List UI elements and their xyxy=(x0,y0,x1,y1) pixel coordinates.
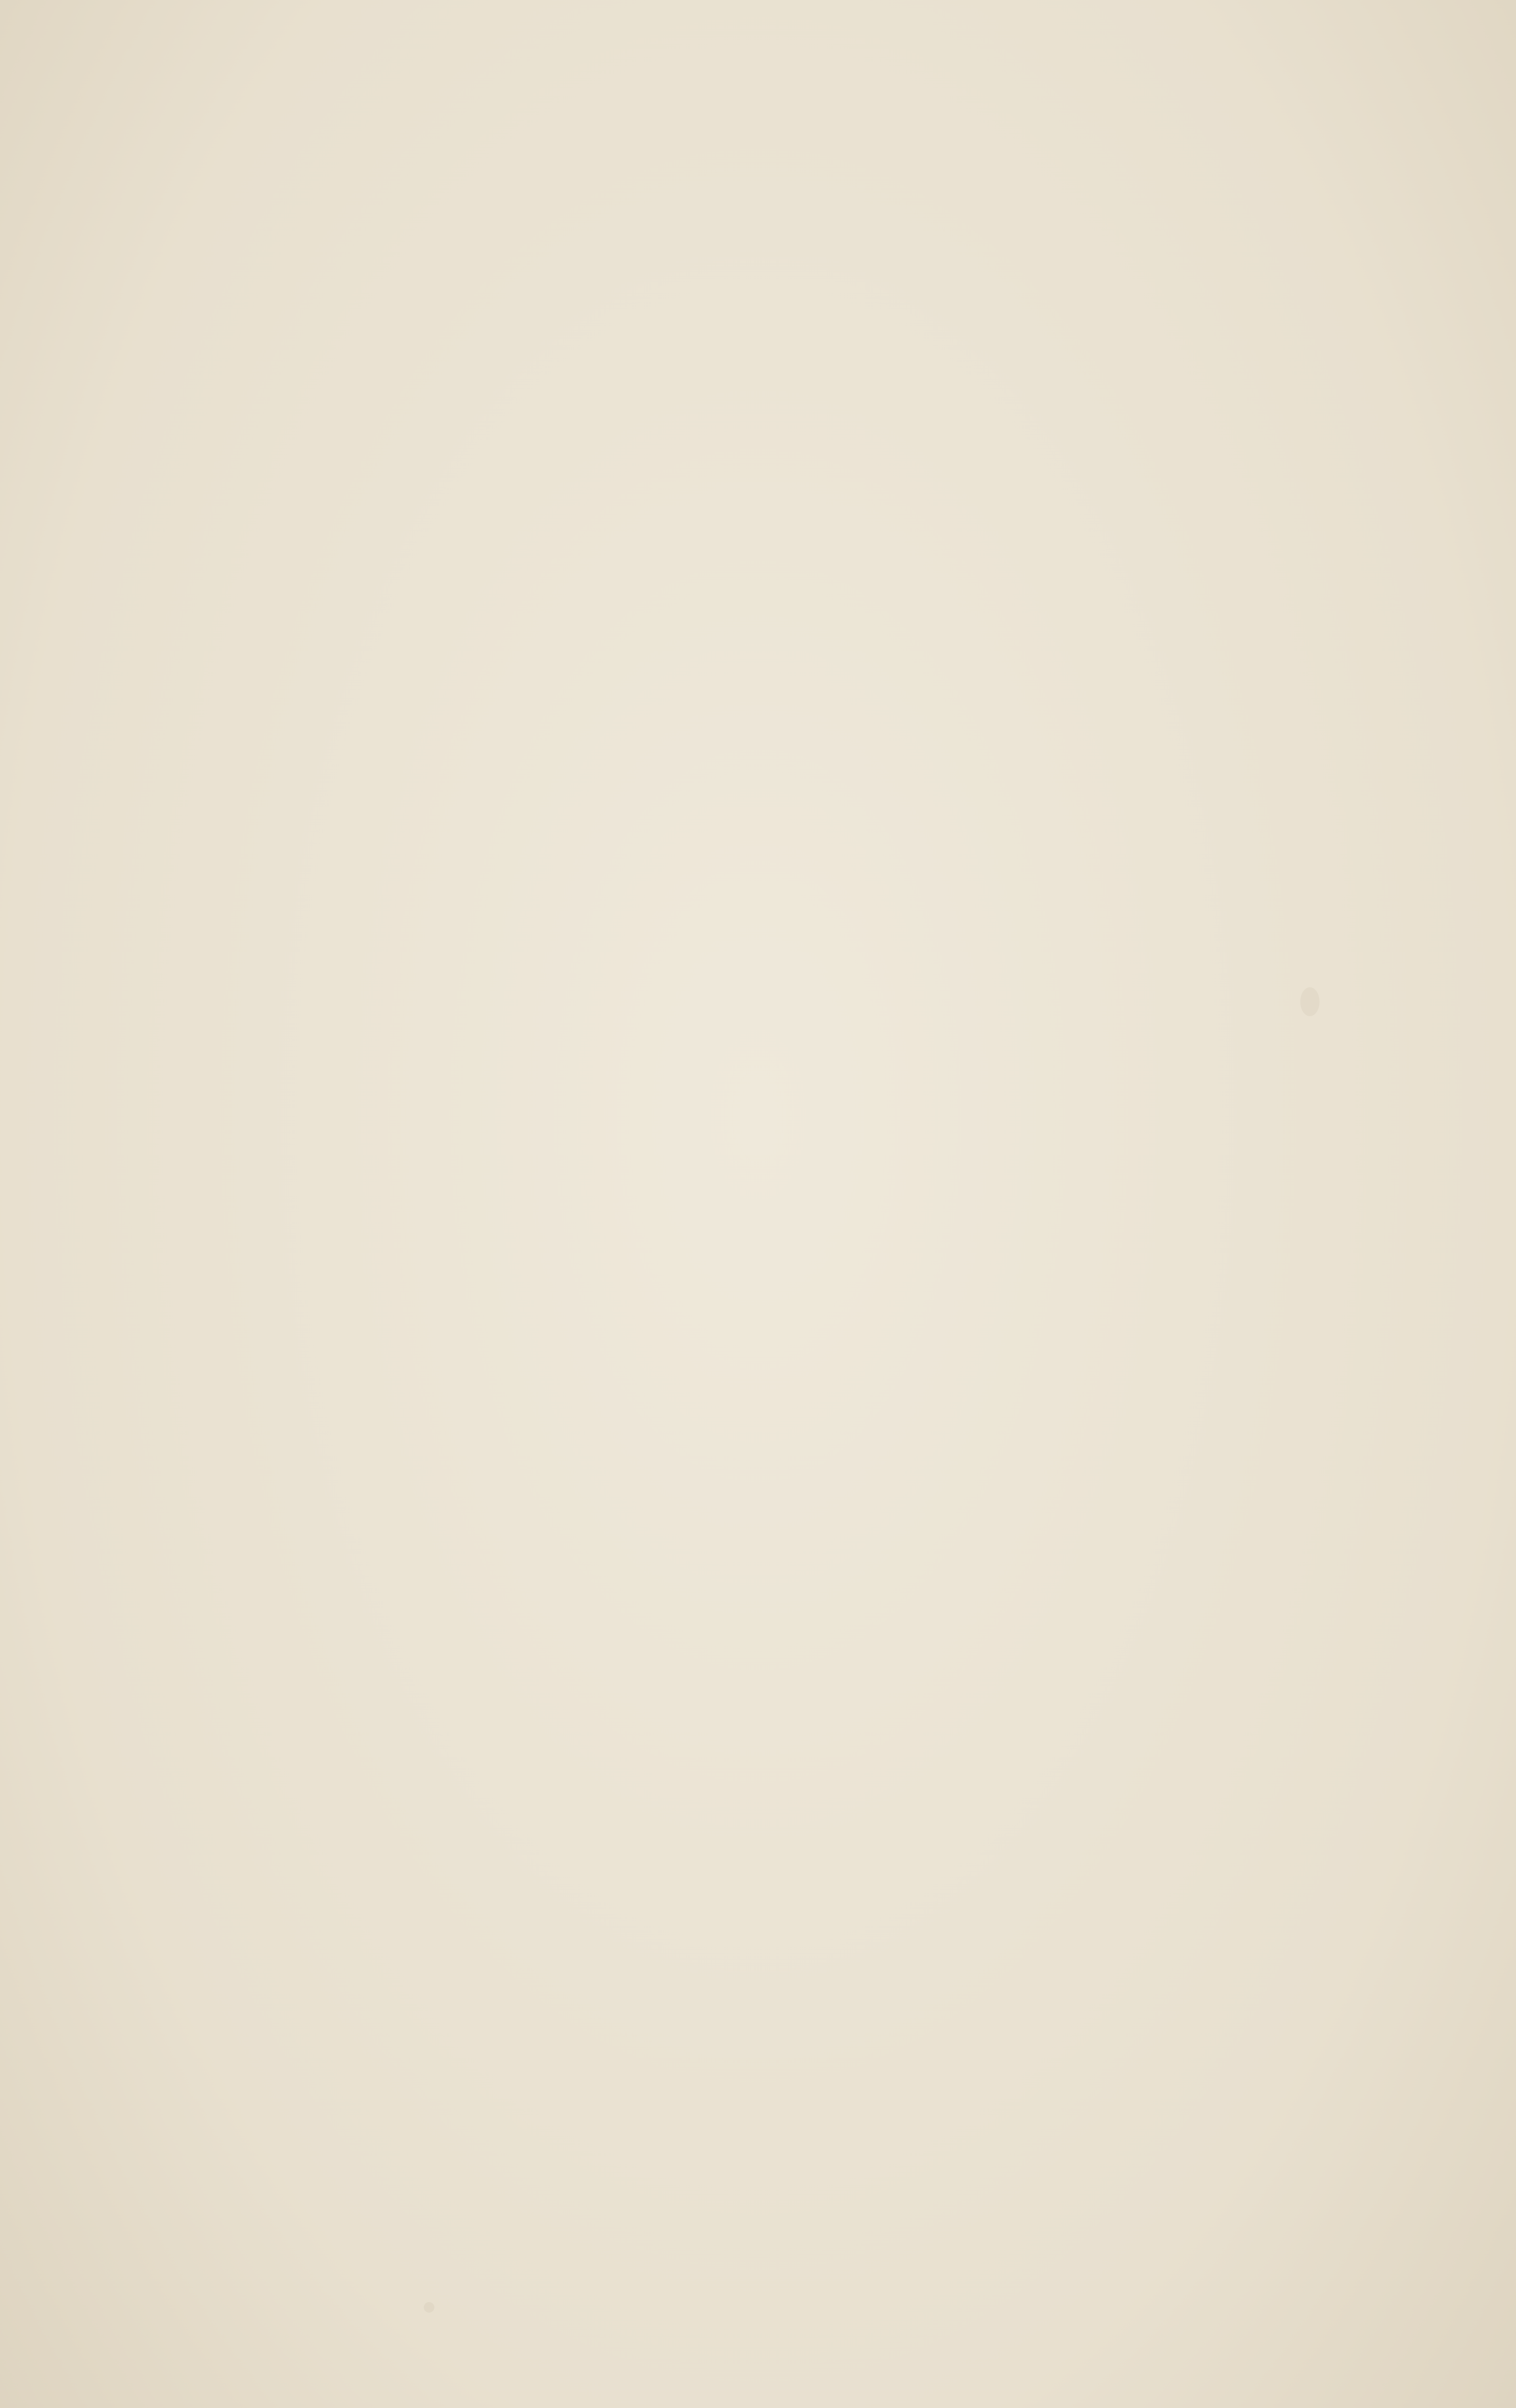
text-block xyxy=(72,173,1257,313)
chapter-heading xyxy=(72,173,1257,226)
chapter-subtitle xyxy=(72,226,1257,275)
paper-stain xyxy=(424,2302,434,2313)
paper-stain xyxy=(1300,987,1320,1016)
page-footer xyxy=(72,275,1257,313)
